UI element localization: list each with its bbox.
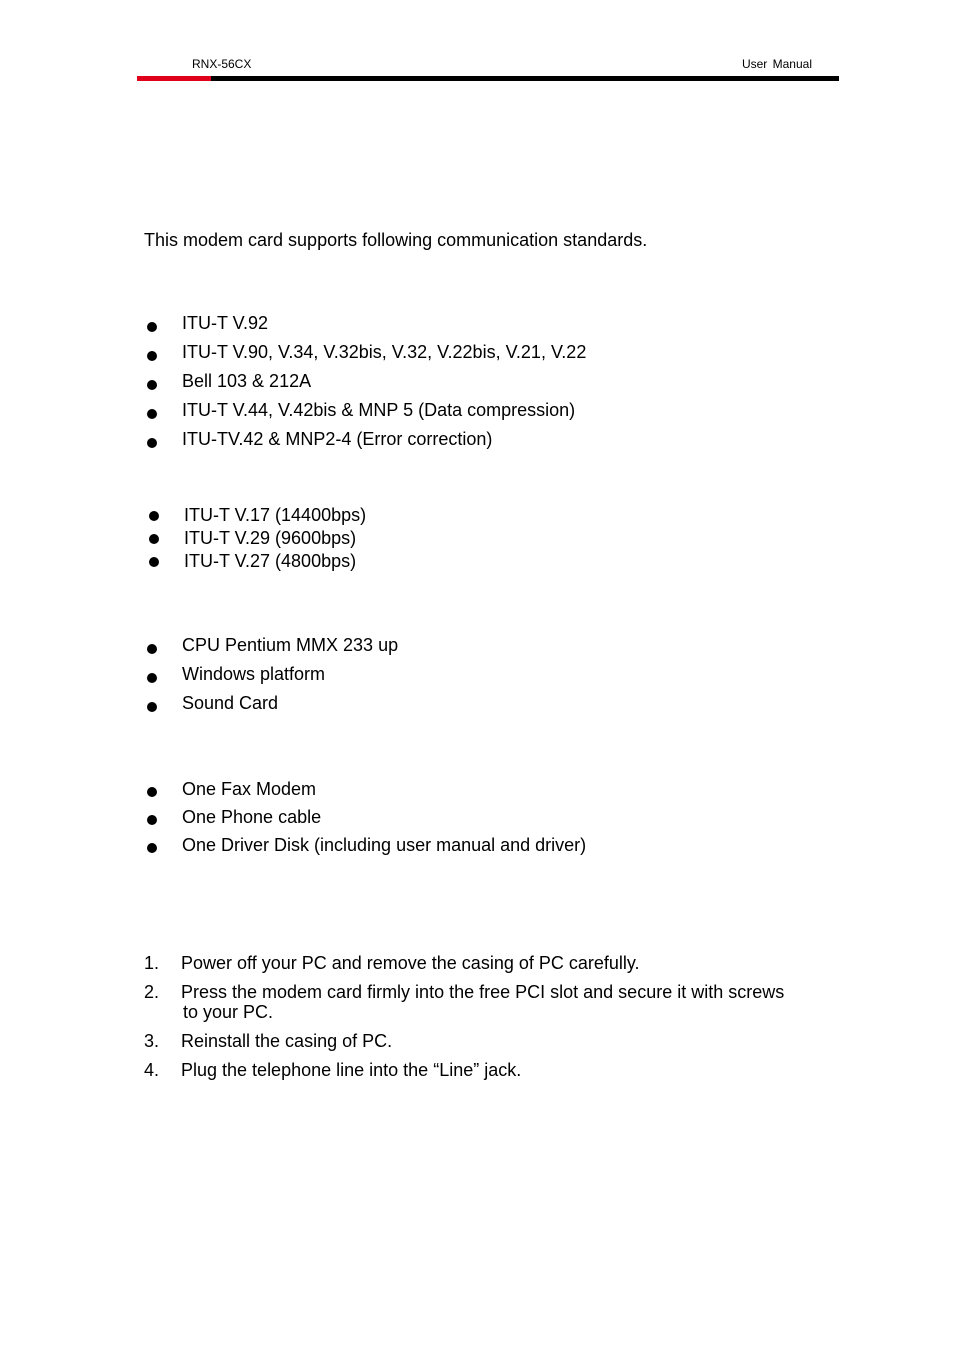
list-item: One Driver Disk (including user manual and driver)	[144, 834, 586, 862]
bullet-icon	[149, 534, 159, 544]
step-text: Power off your PC and remove the casing of PC carefully.	[181, 953, 640, 973]
install-step	[144, 1060, 844, 1080]
install-step	[144, 982, 844, 1022]
header-model: RNX-56CX	[192, 57, 252, 71]
list-item: ITU-T V.92	[144, 312, 586, 341]
bullet-icon	[147, 409, 157, 419]
bullet-icon	[147, 702, 157, 712]
step-number: 3.	[144, 1031, 160, 1051]
list-item: ITU-T V.27 (4800bps)	[146, 550, 366, 573]
header-rule-accent	[137, 76, 211, 81]
bullet-icon	[147, 438, 157, 448]
bullet-icon	[147, 351, 157, 361]
package-contents-list	[144, 778, 586, 862]
bullet-icon	[147, 644, 157, 654]
fax-standards-list	[146, 504, 366, 573]
list-item: ITU-T V.90, V.34, V.32bis, V.32, V.22bis, V.21, V.22	[144, 341, 586, 370]
step-text: Press the modem card firmly into the free PCI slot and secure it with screws	[181, 982, 785, 1002]
bullet-icon	[149, 511, 159, 521]
step-text: Plug the telephone line into the “Line” jack.	[181, 1060, 522, 1080]
step-text-continuation: to your PC.	[183, 1002, 274, 1022]
list-item: Windows platform	[144, 663, 398, 692]
header-rule	[137, 76, 839, 81]
bullet-icon	[147, 673, 157, 683]
list-item: ITU-T V.44, V.42bis & MNP 5 (Data compression)	[144, 399, 586, 428]
list-item: ITU-TV.42 & MNP2-4 (Error correction)	[144, 428, 586, 457]
modem-standards-list	[144, 312, 586, 457]
list-item: ITU-T V.29 (9600bps)	[146, 527, 366, 550]
bullet-icon	[147, 322, 157, 332]
install-steps-list	[144, 953, 844, 1089]
system-requirements-list	[144, 634, 398, 721]
list-item: Sound Card	[144, 692, 398, 721]
step-text: Reinstall the casing of PC.	[181, 1031, 393, 1051]
bullet-icon	[147, 787, 157, 797]
bullet-icon	[147, 380, 157, 390]
list-item: Bell 103 & 212A	[144, 370, 586, 399]
step-number: 2.	[144, 982, 160, 1002]
bullet-icon	[147, 843, 157, 853]
step-number: 1.	[144, 953, 160, 973]
list-item: One Phone cable	[144, 806, 586, 834]
bullet-icon	[147, 815, 157, 825]
install-step	[144, 953, 844, 973]
step-number: 4.	[144, 1060, 160, 1080]
install-step	[144, 1031, 844, 1051]
list-item: One Fax Modem	[144, 778, 586, 806]
intro-text: This modem card supports following communication standards.	[144, 230, 648, 250]
list-item: CPU Pentium MMX 233 up	[144, 634, 398, 663]
bullet-icon	[149, 557, 159, 567]
header-doc-type: User Manual	[741, 57, 812, 71]
list-item: ITU-T V.17 (14400bps)	[146, 504, 366, 527]
